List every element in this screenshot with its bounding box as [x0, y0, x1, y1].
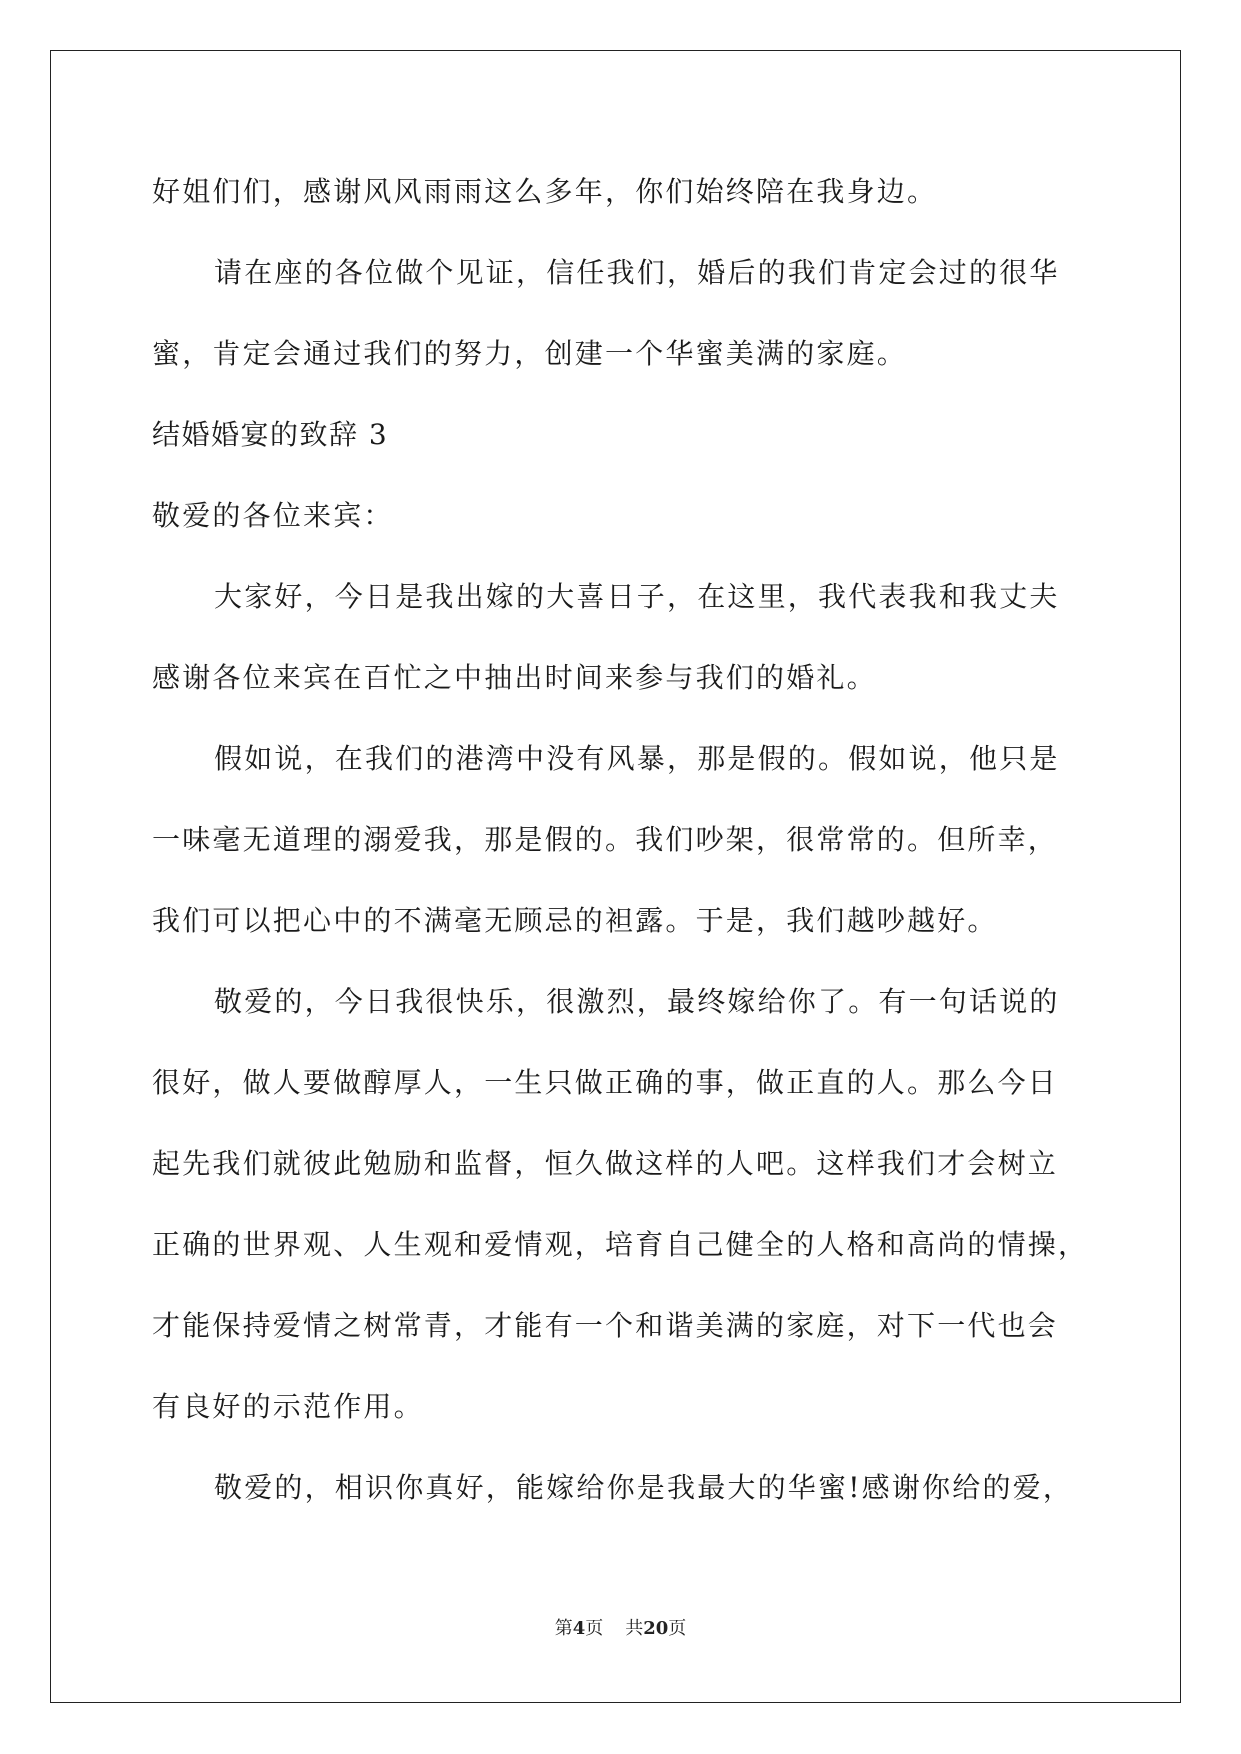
- page-footer: [0, 1617, 1241, 1641]
- page-total: 20: [643, 1618, 669, 1639]
- paragraph-line: 好姐们们，感谢风风雨雨这么多年，你们始终陪在我身边。: [152, 175, 938, 208]
- page-suffix: 页: [585, 1618, 604, 1639]
- paragraph-line: 才能保持爱情之树常青，才能有一个和谐美满的家庭，对下一代也会: [152, 1309, 1059, 1342]
- section-heading: 结婚婚宴的致辞 3: [152, 418, 389, 451]
- page-current: 4: [572, 1618, 586, 1639]
- total-suffix: 页: [668, 1618, 687, 1639]
- paragraph-line: 我们可以把心中的不满毫无顾忌的袒露。于是，我们越吵越好。: [152, 904, 998, 937]
- paragraph-line: 很好，做人要做醇厚人，一生只做正确的事，做正直的人。那么今日: [152, 1066, 1059, 1099]
- paragraph-line: 起先我们就彼此勉励和监督，恒久做这样的人吧。这样我们才会树立: [152, 1147, 1059, 1180]
- page-prefix: 第: [554, 1618, 573, 1639]
- paragraph-line: 假如说，在我们的港湾中没有风暴，那是假的。假如说，他只是: [214, 742, 1060, 775]
- document-body: [152, 162, 1089, 1539]
- paragraph-line: 一味毫无道理的溺爱我，那是假的。我们吵架，很常常的。但所幸，: [152, 823, 1059, 856]
- paragraph-line: 感谢各位来宾在百忙之中抽出时间来参与我们的婚礼。: [152, 661, 877, 694]
- total-prefix: 共: [625, 1618, 644, 1639]
- paragraph-line: 大家好，今日是我出嫁的大喜日子，在这里，我代表我和我丈夫: [214, 580, 1060, 613]
- paragraph-line: 蜜，肯定会通过我们的努力，创建一个华蜜美满的家庭。: [152, 337, 908, 370]
- paragraph-line: 有良好的示范作用。: [152, 1390, 424, 1423]
- paragraph-line: 敬爱的，今日我很快乐，很激烈，最终嫁给你了。有一句话说的: [214, 985, 1060, 1018]
- salutation: 敬爱的各位来宾：: [152, 499, 394, 532]
- paragraph-line: 请在座的各位做个见证，信任我们，婚后的我们肯定会过的很华: [214, 256, 1060, 289]
- paragraph-line: 敬爱的，相识你真好，能嫁给你是我最大的华蜜!感谢你给的爱，: [214, 1471, 1074, 1504]
- paragraph-line: 正确的世界观、人生观和爱情观，培育自己健全的人格和高尚的情操，: [152, 1228, 1089, 1261]
